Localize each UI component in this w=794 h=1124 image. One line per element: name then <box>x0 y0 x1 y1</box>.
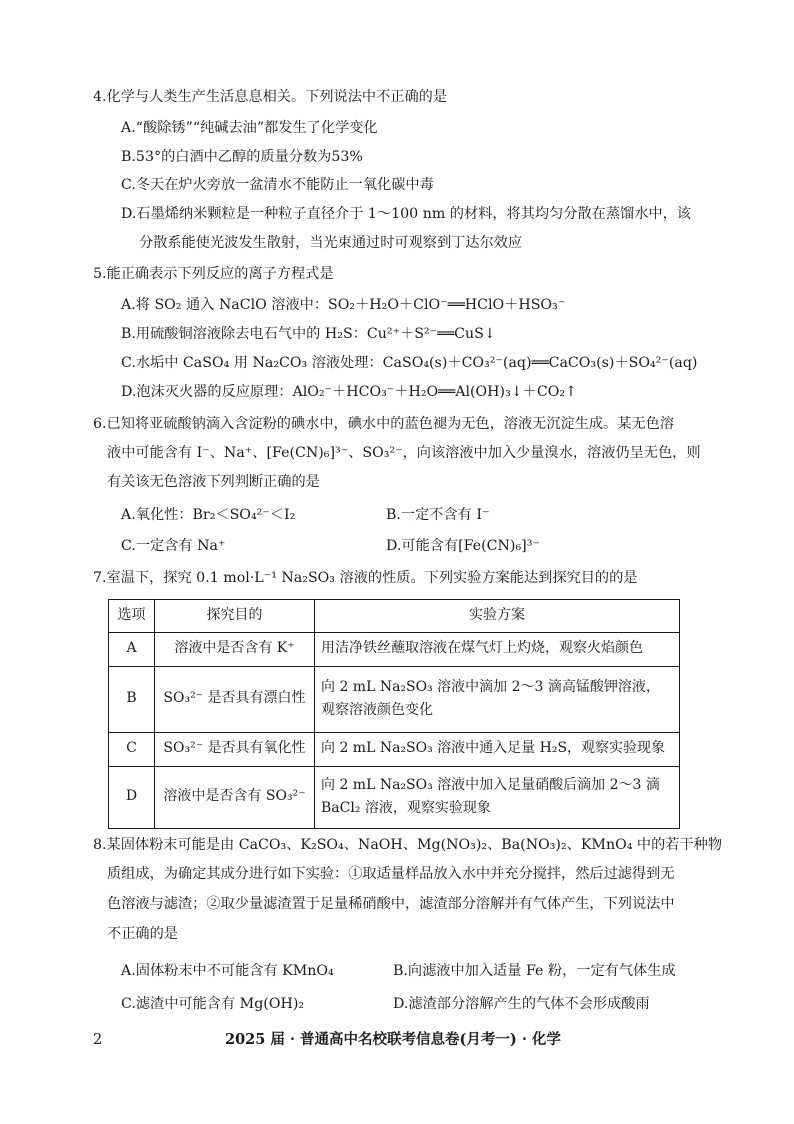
q8-stem-line3: 色溶液与滤渣；②取少量滤渣置于足量稀硝酸中，滤渣部分溶解并有气体产生，下列说法中 <box>107 896 675 912</box>
exam-title-footer: 2025 届 · 普通高中名校联考信息卷(月考一) · 化学 <box>225 1031 561 1048</box>
q5-stem: 5.能正确表示下列反应的离子方程式是 <box>93 266 334 282</box>
q8-stem-line1: 8.某固体粉末可能是由 CaCO₃、K₂SO₄、NaOH、Mg(NO₃)₂、Ba(NO₃)₂、KMnO₄ 中的若干种物 <box>93 837 723 853</box>
q4-option-b: B.53°的白酒中乙醇的质量分数为53% <box>121 149 363 165</box>
table-header-option: 选项 <box>109 600 155 633</box>
row-plan: 向 2 mL Na₂SO₃ 溶液中加入足量硝酸后滴加 2～3 滴 BaCl₂ 溶液，观察实验现象 <box>315 766 680 828</box>
row-plan: 向 2 mL Na₂SO₃ 溶液中通入足量 H₂S，观察实验现象 <box>315 732 680 766</box>
q7-stem: 7.室温下，探究 0.1 mol·L⁻¹ Na₂SO₃ 溶液的性质。下列实验方案能达到探究目的的是 <box>93 570 638 586</box>
q4-option-a: A.“酸除锈”“纯碱去油”都发生了化学变化 <box>121 120 378 136</box>
row-plan: 向 2 mL Na₂SO₃ 溶液中滴加 2～3 滴高锰酸钾溶液，观察溶液颜色变化 <box>315 666 680 732</box>
table-row <box>109 666 680 732</box>
q5-option-c: C.水垢中 CaSO₄ 用 Na₂CO₃ 溶液处理：CaSO₄(s)＋CO₃²⁻(aq)══CaCO₃(s)＋SO₄²⁻(aq) <box>121 355 698 371</box>
row-plan: 用洁净铁丝蘸取溶液在煤气灯上灼烧，观察火焰颜色 <box>315 632 680 666</box>
row-goal: SO₃²⁻ 是否具有漂白性 <box>155 666 315 732</box>
row-option: B <box>109 666 155 732</box>
q5-option-a: A.将 SO₂ 通入 NaClO 溶液中：SO₂＋H₂O＋ClO⁻══HClO＋HSO₃⁻ <box>121 297 566 313</box>
table-header-goal: 探究目的 <box>155 600 315 633</box>
q7-experiment-table <box>108 599 680 829</box>
table-row <box>109 766 680 828</box>
q6-option-b: B.一定不含有 I⁻ <box>386 507 490 523</box>
q4-stem: 4.化学与人类生产生活息息相关。下列说法中不正确的是 <box>93 89 448 105</box>
row-option: D <box>109 766 155 828</box>
row-goal: 溶液中是否含有 SO₃²⁻ <box>155 766 315 828</box>
row-goal: 溶液中是否含有 K⁺ <box>155 632 315 666</box>
q6-stem-line1: 6.已知将亚硫酸钠滴入含淀粉的碘水中，碘水中的蓝色褪为无色，溶液无沉淀生成。某无色溶 <box>93 416 675 432</box>
q8-option-d: D.滤渣部分溶解产生的气体不会形成酸雨 <box>393 996 650 1012</box>
page-number: 2 <box>93 1032 103 1048</box>
q5-option-b: B.用硫酸铜溶液除去电石气中的 H₂S：Cu²⁺＋S²⁻══CuS↓ <box>121 326 496 342</box>
table-header-row <box>109 600 680 633</box>
table-header-plan: 实验方案 <box>315 600 680 633</box>
row-option: A <box>109 632 155 666</box>
table-row <box>109 632 680 666</box>
q8-option-c: C.滤渣中可能含有 Mg(OH)₂ <box>121 996 305 1012</box>
q8-option-b: B.向滤液中加入适量 Fe 粉，一定有气体生成 <box>393 963 676 979</box>
q4-option-c: C.冬天在炉火旁放一盆清水不能防止一氧化碳中毒 <box>121 177 434 193</box>
q6-stem-line2: 液中可能含有 I⁻、Na⁺、[Fe(CN)₆]³⁻、SO₃²⁻，向该溶液中加入少量溴水，溶液仍呈无色，则 <box>107 445 701 461</box>
q6-option-d: D.可能含有[Fe(CN)₆]³⁻ <box>386 538 540 554</box>
q8-stem-line4: 不正确的是 <box>107 926 178 942</box>
q5-option-d: D.泡沫灭火器的反应原理：AlO₂⁻＋HCO₃⁻＋H₂O══Al(OH)₃↓＋CO₂↑ <box>121 384 577 400</box>
q8-stem-line2: 质组成，为确定其成分进行如下实验：①取适量样品放入水中并充分搅拌，然后过滤得到无 <box>107 866 675 882</box>
q6-stem-line3: 有关该无色溶液下列判断正确的是 <box>107 474 320 490</box>
q8-option-a: A.固体粉末中不可能含有 KMnO₄ <box>121 963 334 979</box>
q4-option-d: D.石墨烯纳米颗粒是一种粒子直径介于 1～100 nm 的材料，将其均匀分散在蒸馏水中，该 <box>121 206 691 222</box>
q6-option-c: C.一定含有 Na⁺ <box>121 538 226 554</box>
row-goal: SO₃²⁻ 是否具有氧化性 <box>155 732 315 766</box>
row-option: C <box>109 732 155 766</box>
q6-option-a: A.氧化性：Br₂＜SO₄²⁻＜I₂ <box>121 507 296 523</box>
q4-option-d-cont: 分散系能使光波发生散射，当光束通过时可观察到丁达尔效应 <box>139 235 523 251</box>
table-row <box>109 732 680 766</box>
